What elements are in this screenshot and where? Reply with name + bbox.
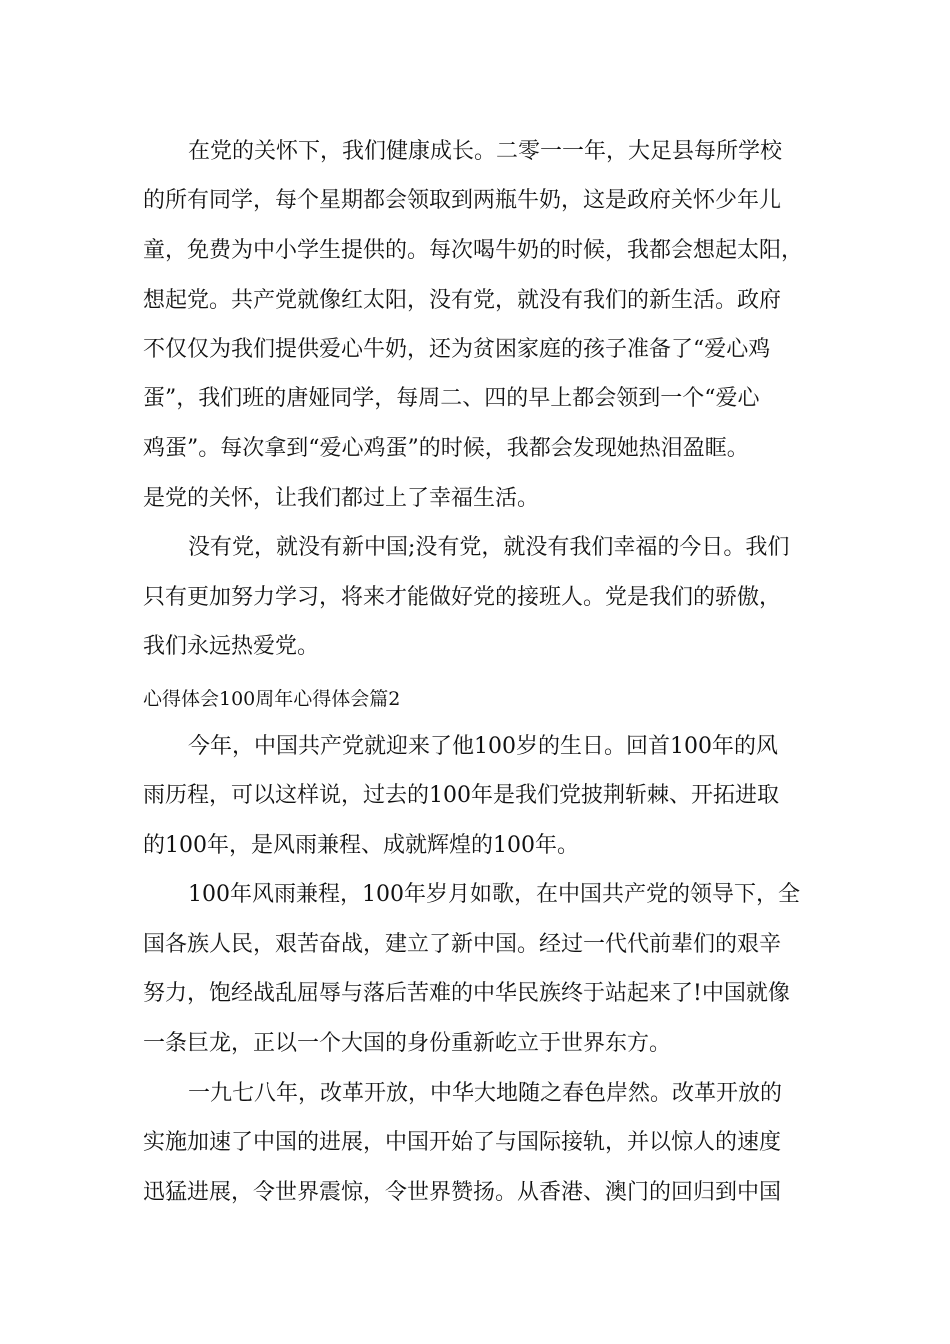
paragraph-4-line-1: 100年风雨兼程，100年岁月如歌，在中国共产党的领导下，全	[188, 882, 800, 907]
paragraph-2-line-3: 我们永远热爱党。	[143, 634, 320, 659]
paragraph-1-line-1: 在党的关怀下，我们健康成长。二零一一年，大足县每所学校	[188, 139, 783, 164]
paragraph-3-line-2: 雨历程，可以这样说，过去的100年是我们党披荆斩棘、开拓进取	[143, 783, 779, 808]
paragraph-1-line-5: 不仅仅为我们提供爱心牛奶，还为贫困家庭的孩子准备了“爱心鸡	[143, 337, 771, 362]
section-heading: 心得体会100周年心得体会篇2	[143, 688, 401, 710]
paragraph-5-line-3: 迅猛进展，令世界震惊，令世界赞扬。从香港、澳门的回归到中国	[143, 1180, 782, 1205]
paragraph-4-line-4: 一条巨龙，正以一个大国的身份重新屹立于世界东方。	[143, 1031, 672, 1056]
paragraph-5-line-2: 实施加速了中国的进展，中国开始了与国际接轨，并以惊人的速度	[143, 1130, 782, 1155]
paragraph-3-line-1: 今年，中国共产党就迎来了他100岁的生日。回首100年的风	[188, 734, 778, 759]
paragraph-5-line-1: 一九七八年，改革开放，中华大地随之春色岸然。改革开放的	[188, 1081, 783, 1106]
paragraph-4-line-2: 国各族人民，艰苦奋战，建立了新中国。经过一代代前辈们的艰辛	[143, 932, 782, 957]
paragraph-1-line-4: 想起党。共产党就像红太阳，没有党，就没有我们的新生活。政府	[143, 288, 782, 313]
paragraph-1-line-2: 的所有同学，每个星期都会领取到两瓶牛奶，这是政府关怀少年儿	[143, 188, 782, 213]
paragraph-1-line-3: 童，免费为中小学生提供的。每次喝牛奶的时候，我都会想起太阳，	[143, 238, 804, 263]
paragraph-2-line-2: 只有更加努力学习，将来才能做好党的接班人。党是我们的骄傲，	[143, 585, 782, 610]
paragraph-1-line-8: 是党的关怀，让我们都过上了幸福生活。	[143, 486, 540, 511]
paragraph-4-line-3: 努力，饱经战乱屈辱与落后苦难的中华民族终于站起来了!中国就像	[143, 981, 790, 1006]
paragraph-1-line-7: 鸡蛋”。每次拿到“爱心鸡蛋”的时候，我都会发现她热泪盈眶。	[143, 436, 749, 461]
paragraph-3-line-3: 的100年，是风雨兼程、成就辉煌的100年。	[143, 833, 579, 858]
paragraph-1-line-6: 蛋”，我们班的唐娅同学，每周二、四的早上都会领到一个“爱心	[143, 386, 760, 411]
paragraph-2-line-1: 没有党，就没有新中国;没有党，就没有我们幸福的今日。我们	[188, 535, 790, 560]
